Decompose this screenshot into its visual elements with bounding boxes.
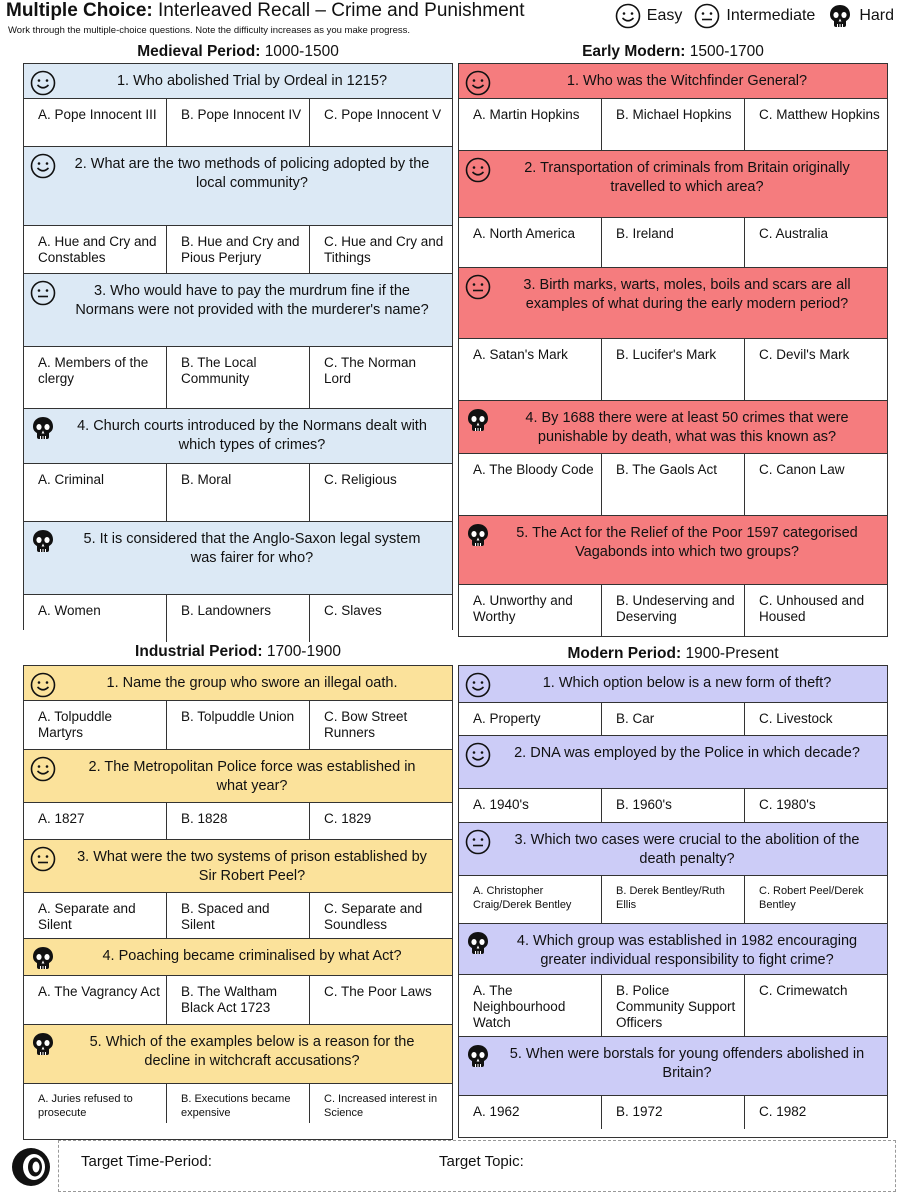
answer-option-a[interactable]: A. Separate and Silent <box>24 893 167 938</box>
answer-options <box>24 700 452 749</box>
question-label: 5. When were borstals for young offenders abolished in Britain? <box>509 1046 865 1081</box>
answer-option-b[interactable]: B. Ireland <box>602 218 745 267</box>
easy-smiley-icon <box>465 742 491 768</box>
quadrant-title <box>23 643 453 661</box>
intermediate-neutral-face-icon <box>465 829 491 855</box>
answer-options <box>459 338 887 400</box>
question-block <box>459 666 887 736</box>
worksheet-instructions: Work through the multiple-choice questions. Note the difficulty increases as you make progress. <box>8 25 411 36</box>
period-dates: 1500-1700 <box>689 43 764 60</box>
target-box[interactable] <box>58 1140 896 1192</box>
question-text <box>24 666 452 700</box>
question-label: 1. Which option below is a new form of theft? <box>542 675 832 691</box>
answer-options <box>24 594 452 642</box>
question-block <box>459 823 887 924</box>
legend-hard <box>827 3 894 29</box>
answer-options <box>459 217 887 267</box>
question-block <box>24 522 452 642</box>
question-label: 2. What are the two methods of policing adopted by the local community? <box>74 156 430 191</box>
question-box <box>458 63 888 637</box>
question-block <box>459 268 887 401</box>
legend-easy-label: Easy <box>646 7 683 24</box>
intermediate-neutral-face-icon <box>30 846 56 872</box>
question-label: 3. Which two cases were crucial to the abolition of the death penalty? <box>514 832 860 867</box>
intermediate-neutral-face-icon <box>30 280 56 306</box>
answer-option-c[interactable]: C. Australia <box>759 226 829 241</box>
question-label: 5. It is considered that the Anglo-Saxon legal system was fairer for who? <box>83 531 421 566</box>
answer-option-a[interactable]: A. Hue and Cry and Constables <box>24 226 167 273</box>
question-label: 4. Which group was established in 1982 encouraging greater individual responsibility to fight crime? <box>516 933 858 968</box>
answer-option-c[interactable]: C. Pope Innocent V <box>324 107 442 122</box>
answer-option-c[interactable]: C. Increased interest in Science <box>324 1093 438 1119</box>
answer-option-b[interactable]: B. Michael Hopkins <box>602 99 745 150</box>
hard-skull-icon <box>827 3 853 29</box>
answer-option-b[interactable]: B. 1828 <box>167 803 310 839</box>
question-text <box>459 924 887 974</box>
question-text <box>459 268 887 338</box>
question-label: 5. Which of the examples below is a reason for the decline in witchcraft accusations? <box>89 1034 415 1069</box>
answer-option-c[interactable]: C. Devil's Mark <box>759 347 850 362</box>
answer-options <box>24 802 452 839</box>
hard-skull-icon <box>30 1031 56 1057</box>
worksheet-title <box>6 0 524 22</box>
question-block <box>24 274 452 409</box>
answer-option-c[interactable]: C. Separate and Soundless <box>324 901 423 932</box>
answer-option-a[interactable]: A. The Vagrancy Act <box>24 976 167 1024</box>
answer-option-c[interactable]: C. 1980's <box>759 797 816 812</box>
quadrant-title <box>458 43 888 61</box>
question-text <box>24 750 452 802</box>
answer-option-c[interactable]: C. Slaves <box>324 603 382 618</box>
question-block <box>24 147 452 274</box>
answer-option-b[interactable]: B. Executions became expensive <box>167 1084 310 1123</box>
intermediate-neutral-face-icon <box>694 3 720 29</box>
question-block <box>24 840 452 939</box>
quadrant-title <box>458 645 888 663</box>
legend-hard-label: Hard <box>859 7 894 24</box>
easy-smiley-icon <box>465 70 491 96</box>
title-bold: Multiple Choice: <box>6 0 153 21</box>
answer-option-a[interactable]: A. Martin Hopkins <box>459 99 602 150</box>
answer-options <box>24 98 452 146</box>
question-text <box>459 401 887 453</box>
period-name: Medieval Period: <box>137 43 261 60</box>
question-text <box>24 147 452 225</box>
answer-option-b[interactable]: B. Pope Innocent IV <box>167 99 310 146</box>
answer-option-b[interactable]: B. Spaced and Silent <box>167 893 310 938</box>
hard-skull-icon <box>465 407 491 433</box>
answer-option-a[interactable]: A. The Neighbourhood Watch <box>459 975 602 1036</box>
answer-option-c[interactable]: C. Matthew Hopkins <box>759 107 880 122</box>
answer-options <box>459 788 887 822</box>
easy-smiley-icon <box>30 70 56 96</box>
hard-skull-icon <box>30 528 56 554</box>
period-dates: 1700-1900 <box>266 643 341 660</box>
question-block <box>459 151 887 268</box>
answer-option-b[interactable]: B. Tolpuddle Union <box>167 701 310 749</box>
answer-options <box>24 975 452 1024</box>
answer-option-b[interactable]: B. Hue and Cry and Pious Perjury <box>167 226 310 273</box>
answer-option-a[interactable]: A. The Bloody Code <box>459 454 602 515</box>
answer-option-b[interactable]: B. Lucifer's Mark <box>602 339 745 400</box>
period-dates: 1000-1500 <box>264 43 339 60</box>
answer-option-b[interactable]: B. 1972 <box>602 1096 745 1129</box>
answer-options <box>24 225 452 273</box>
answer-option-a[interactable]: A. Tolpuddle Martyrs <box>24 701 167 749</box>
legend-intermediate <box>694 3 815 29</box>
question-text <box>459 151 887 217</box>
question-block <box>24 939 452 1025</box>
answer-option-c[interactable]: C. Livestock <box>759 711 833 726</box>
answer-options <box>459 98 887 150</box>
answer-option-a[interactable]: A. Property <box>459 703 602 735</box>
question-block <box>459 516 887 636</box>
question-block <box>459 736 887 823</box>
question-text <box>459 1037 887 1095</box>
question-label: 3. Who would have to pay the murdrum fine if the Normans were not provided with the murderer's name? <box>75 283 429 318</box>
question-label: 5. The Act for the Relief of the Poor 1597 categorised Vagabonds into which two groups? <box>516 525 858 560</box>
answer-options <box>24 463 452 521</box>
question-box <box>23 63 453 630</box>
period-name: Industrial Period: <box>135 643 263 660</box>
answer-option-a[interactable]: A. Criminal <box>24 464 167 521</box>
difficulty-legend <box>603 3 894 29</box>
question-text <box>24 840 452 892</box>
question-block <box>459 401 887 516</box>
question-block <box>24 750 452 840</box>
question-text <box>24 409 452 463</box>
question-text <box>24 64 452 98</box>
easy-smiley-icon <box>30 153 56 179</box>
quadrant-title <box>23 43 453 61</box>
intermediate-neutral-face-icon <box>465 274 491 300</box>
answer-option-b[interactable]: B. Landowners <box>167 595 310 642</box>
answer-option-b[interactable]: B. 1960's <box>602 789 745 822</box>
question-block <box>24 666 452 750</box>
answer-option-a[interactable]: A. 1962 <box>459 1096 602 1129</box>
answer-option-b[interactable]: B. Police Community Support Officers <box>602 975 745 1036</box>
answer-option-a[interactable]: A. Members of the clergy <box>24 347 167 408</box>
answer-option-a[interactable]: A. Pope Innocent III <box>24 99 167 146</box>
hard-skull-icon <box>465 522 491 548</box>
answer-option-b[interactable]: B. The Local Community <box>167 347 310 408</box>
question-label: 4. By 1688 there were at least 50 crimes that were punishable by death, what was this known as? <box>525 410 849 445</box>
question-text <box>459 736 887 788</box>
answer-option-c[interactable]: C. 1829 <box>324 811 372 826</box>
worksheet-header <box>4 0 902 40</box>
question-text <box>24 522 452 594</box>
answer-options <box>459 974 887 1036</box>
question-label: 4. Church courts introduced by the Normans dealt with which types of crimes? <box>77 418 427 453</box>
answer-option-c[interactable]: C. Crimewatch <box>759 983 848 998</box>
answer-options <box>459 875 887 923</box>
answer-option-c[interactable]: C. Robert Peel/Derek Bentley <box>759 885 864 911</box>
question-text <box>24 1025 452 1083</box>
hard-skull-icon <box>30 945 56 971</box>
target-topic-label: Target Topic: <box>439 1153 524 1170</box>
period-name: Modern Period: <box>567 645 682 662</box>
answer-options <box>459 702 887 735</box>
legend-easy <box>615 3 683 29</box>
answer-option-b[interactable]: B. Derek Bentley/Ruth Ellis <box>602 876 745 923</box>
question-block <box>459 1037 887 1129</box>
question-label: 3. What were the two systems of prison established by Sir Robert Peel? <box>77 849 427 884</box>
answer-option-a[interactable]: A. Satan's Mark <box>459 339 602 400</box>
title-rest: Interleaved Recall – Crime and Punishment <box>158 0 525 21</box>
question-block <box>459 64 887 151</box>
footer <box>8 1140 898 1196</box>
hard-skull-icon <box>30 415 56 441</box>
question-label: 2. DNA was employed by the Police in which decade? <box>514 745 860 761</box>
answer-option-b[interactable]: B. Car <box>602 703 745 735</box>
period-dates: 1900-Present <box>685 645 779 662</box>
question-block <box>24 64 452 147</box>
target-logo-icon <box>10 1146 52 1188</box>
question-box <box>458 665 888 1138</box>
question-block <box>24 1025 452 1123</box>
answer-option-a[interactable]: A. Juries refused to prosecute <box>24 1084 167 1123</box>
answer-options <box>459 584 887 636</box>
hard-skull-icon <box>465 930 491 956</box>
question-text <box>459 64 887 98</box>
question-text <box>459 516 887 584</box>
question-text <box>24 939 452 975</box>
answer-option-c[interactable]: C. The Poor Laws <box>324 984 432 999</box>
question-block <box>24 409 452 522</box>
question-label: 1. Name the group who swore an illegal oath. <box>106 675 398 691</box>
easy-smiley-icon <box>615 3 641 29</box>
answer-option-a[interactable]: A. 1827 <box>24 803 167 839</box>
easy-smiley-icon <box>465 157 491 183</box>
question-label: 2. Transportation of criminals from Britain originally travelled to which area? <box>524 160 850 195</box>
question-box <box>23 665 453 1140</box>
easy-smiley-icon <box>30 672 56 698</box>
question-text <box>459 666 887 702</box>
question-label: 1. Who was the Witchfinder General? <box>566 73 808 89</box>
answer-option-c[interactable]: C. Bow Street Runners <box>324 709 408 740</box>
question-label: 2. The Metropolitan Police force was established in what year? <box>88 759 416 794</box>
question-text <box>459 823 887 875</box>
question-label: 1. Who abolished Trial by Ordeal in 1215? <box>116 73 388 89</box>
answer-option-b[interactable]: B. Undeserving and Deserving <box>602 585 745 636</box>
target-time-period-label: Target Time-Period: <box>81 1153 212 1170</box>
answer-option-c[interactable]: C. Hue and Cry and Tithings <box>324 234 444 265</box>
easy-smiley-icon <box>30 756 56 782</box>
period-name: Early Modern: <box>582 43 686 60</box>
question-label: 3. Birth marks, warts, moles, boils and scars are all examples of what during the early modern period? <box>523 277 851 312</box>
answer-option-a[interactable]: A. North America <box>459 218 602 267</box>
answer-option-c[interactable]: C. The Norman Lord <box>324 355 417 386</box>
answer-options <box>24 892 452 938</box>
question-block <box>459 924 887 1037</box>
answer-option-b[interactable]: B. Moral <box>167 464 310 521</box>
hard-skull-icon <box>465 1043 491 1069</box>
answer-options <box>459 453 887 515</box>
answer-option-a[interactable]: A. Christopher Craig/Derek Bentley <box>459 876 602 923</box>
question-text <box>24 274 452 346</box>
easy-smiley-icon <box>465 672 491 698</box>
answer-option-a[interactable]: A. Women <box>24 595 167 642</box>
answer-option-c[interactable]: C. Canon Law <box>759 462 845 477</box>
question-label: 4. Poaching became criminalised by what Act? <box>102 948 402 964</box>
legend-intermediate-label: Intermediate <box>726 7 816 24</box>
answer-option-a[interactable]: A. 1940's <box>459 789 602 822</box>
answer-option-b[interactable]: B. The Waltham Black Act 1723 <box>167 976 310 1024</box>
answer-options <box>24 1083 452 1123</box>
answer-option-c[interactable]: C. Religious <box>324 472 397 487</box>
answer-option-a[interactable]: A. Unworthy and Worthy <box>459 585 602 636</box>
answer-options <box>459 1095 887 1129</box>
answer-options <box>24 346 452 408</box>
answer-option-b[interactable]: B. The Gaols Act <box>602 454 745 515</box>
answer-option-c[interactable]: C. 1982 <box>759 1104 807 1119</box>
answer-option-c[interactable]: C. Unhoused and Housed <box>759 593 865 624</box>
